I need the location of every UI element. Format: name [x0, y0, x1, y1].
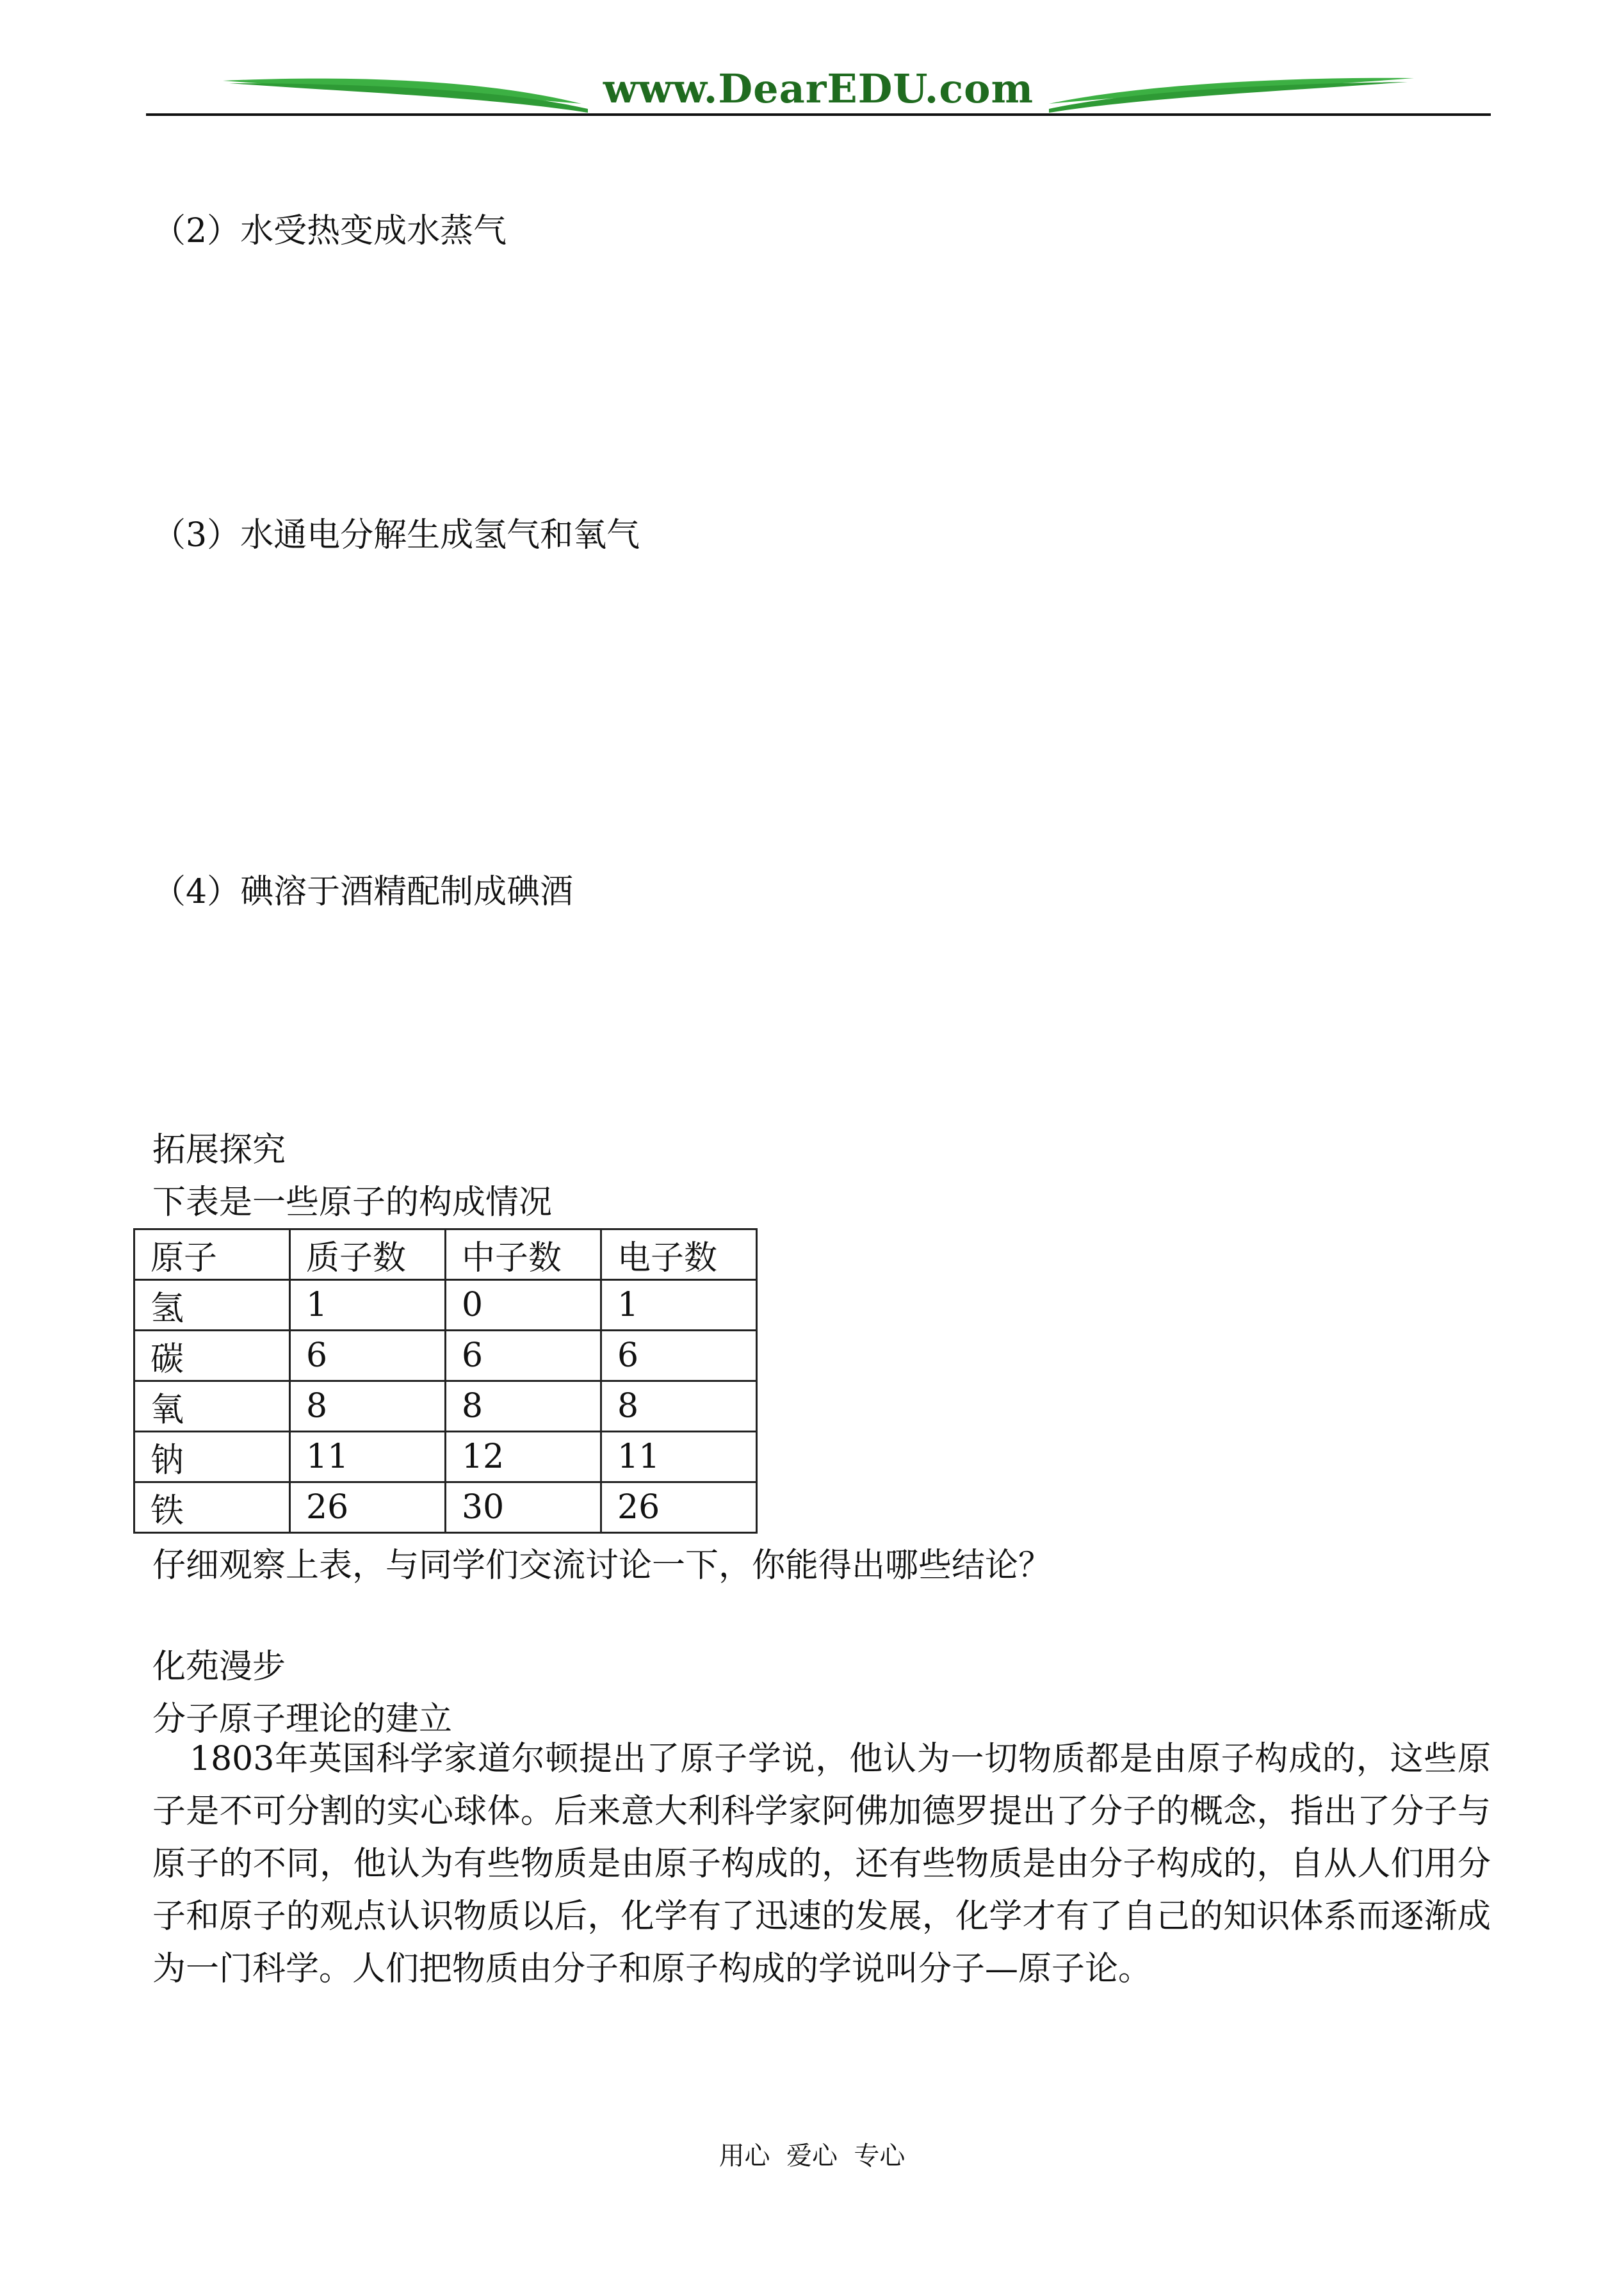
- table-header-cell: 原子: [134, 1229, 290, 1280]
- table-cell: 6: [290, 1331, 446, 1381]
- atom-composition-table: [133, 1228, 758, 1534]
- page-footer: 用心 爱心 专心: [719, 2141, 905, 2171]
- table-cell: 11: [290, 1432, 446, 1482]
- table-cell: 8: [290, 1381, 446, 1432]
- table-cell: 氢: [134, 1280, 290, 1331]
- section-heading-reading: 化苑漫步: [152, 1648, 286, 1686]
- table-cell: 30: [446, 1482, 601, 1533]
- table-row: [134, 1482, 757, 1533]
- table-cell: 8: [446, 1381, 601, 1432]
- site-logo-text: www.DearEDU.com: [603, 65, 1034, 112]
- table-row: [134, 1432, 757, 1482]
- table-header-cell: 电子数: [601, 1229, 757, 1280]
- table-header-cell: 质子数: [290, 1229, 446, 1280]
- table-cell: 6: [601, 1331, 757, 1381]
- table-cell: 0: [446, 1280, 601, 1331]
- question-3: （3）水通电分解生成氢气和氧气: [152, 516, 640, 555]
- table-cell: 12: [446, 1432, 601, 1482]
- table-cell: 8: [601, 1381, 757, 1432]
- table-header-cell: 中子数: [446, 1229, 601, 1280]
- table-cell: 铁: [134, 1482, 290, 1533]
- table-cell: 碳: [134, 1331, 290, 1381]
- reading-paragraph: 1803年英国科学家道尔顿提出了原子学说，他认为一切物质都是由原子构成的，这些原子是不可分割的实心球体。后来意大利科学家阿佛加德罗提出了分子的概念，指出了分子与原子的不同，他认为有些物质是由原子构成的，还有些物质是由分子构成的，自从人们用分子和原子的观点认识物质以后，化学有了迅速的发展，化学才有了自己的知识体系而逐渐成为一门科学。人们把物质由分子和原子构成的学说叫分子—原子论。: [152, 1740, 1491, 1988]
- header-banner: [146, 64, 1491, 122]
- table-cell: 6: [446, 1331, 601, 1381]
- table-cell: 1: [290, 1280, 446, 1331]
- table-header-row: [134, 1229, 757, 1280]
- table-row: [134, 1331, 757, 1381]
- header-divider: [146, 113, 1491, 116]
- table-intro: 下表是一些原子的构成情况: [152, 1183, 553, 1222]
- discussion-prompt: 仔细观察上表，与同学们交流讨论一下，你能得出哪些结论？: [152, 1546, 1052, 1585]
- reading-title: 分子原子理论的建立: [152, 1700, 453, 1739]
- table-cell: 26: [290, 1482, 446, 1533]
- table-row: [134, 1381, 757, 1432]
- question-2: （2）水受热变成水蒸气: [152, 212, 507, 250]
- section-heading-extension: 拓展探究: [152, 1131, 286, 1169]
- table-row: [134, 1280, 757, 1331]
- table-cell: 1: [601, 1280, 757, 1331]
- table-cell: 11: [601, 1432, 757, 1482]
- table-cell: 氧: [134, 1381, 290, 1432]
- question-4: （4）碘溶于酒精配制成碘酒: [152, 873, 574, 911]
- table-cell: 钠: [134, 1432, 290, 1482]
- table-cell: 26: [601, 1482, 757, 1533]
